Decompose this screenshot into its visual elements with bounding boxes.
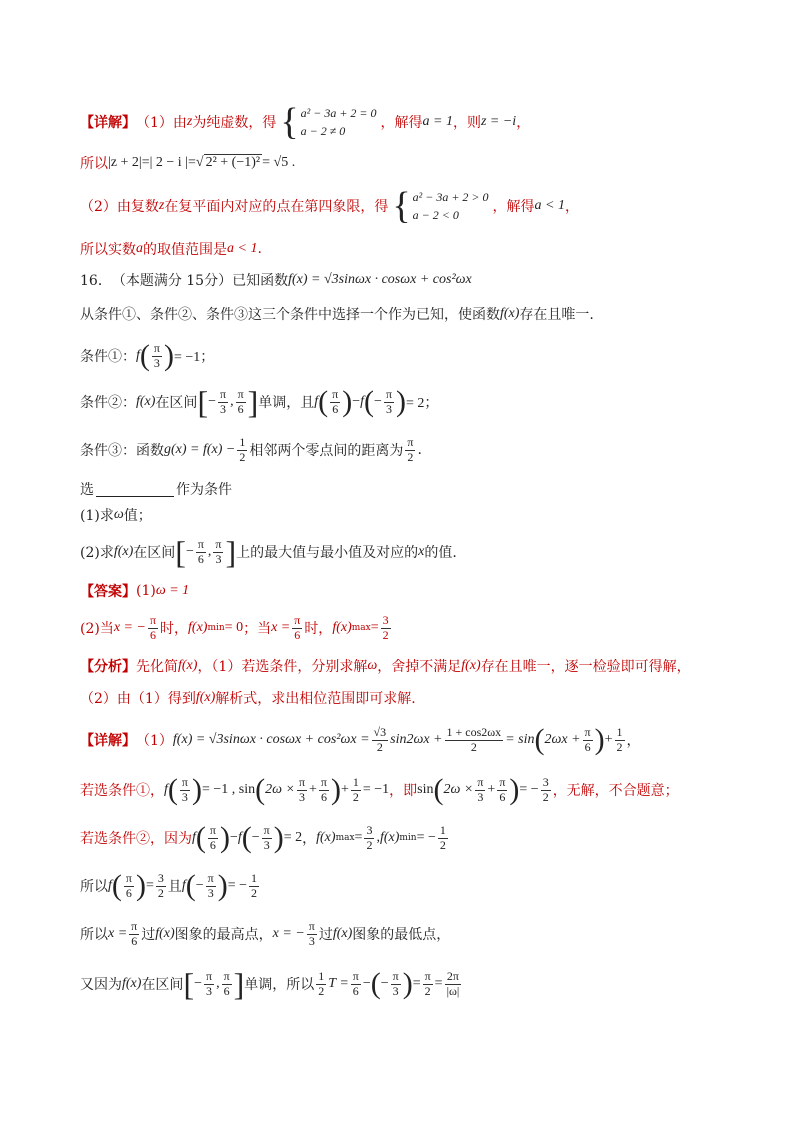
sqrt-inner: 2² + (−1)² — [205, 155, 261, 170]
detail-text: （1）由 — [136, 115, 187, 131]
choose-text: 选 — [80, 482, 94, 498]
detail-text: ，解得 — [380, 115, 423, 131]
question-16 — [80, 268, 754, 292]
detail-text: 的取值范围是 — [143, 242, 227, 258]
expression: |z + 2|=| 2 − i |= — [108, 155, 196, 170]
detail-text: ，解得 — [492, 199, 535, 215]
detail-line-3 — [80, 186, 754, 226]
intro-text: 从条件①、条件②、条件③这三个条件中选择一个作为已知，使函数 — [80, 307, 500, 323]
if-condition-1: 若选条件①， f ( $\frac{\pi}{3}$ ) = −1 , sin ( 2ω × $\frac{\pi}{3}$ + $\frac{\pi}{6}$ ) + $\frac{1}{2}$ = −1 ，即 sin ( 2ω × $\frac{\pi}{3}$ + $\frac{\pi}{6}$ ) = − $\frac{3}{2}$ ，无解，不合题意； — [80, 773, 679, 806]
detail-text: 为纯虚数，得 — [192, 115, 277, 131]
function-def: f(x) = √3sinωx · cosωx + cos²ωx — [288, 272, 472, 287]
detail-line-2 — [80, 152, 754, 174]
so-line-1: 所以 f ( $\frac{\pi}{6}$ ) = $\frac{3}{2}$ 且 f ( − $\frac{\pi}{3}$ ) = − $\frac{1}{2}$ — [80, 869, 258, 902]
condition-label: 条件②： — [80, 395, 136, 411]
condition-intro — [80, 302, 754, 326]
expression: = √5 . — [262, 155, 296, 170]
f: f — [136, 348, 140, 363]
answer-1: 【答案】 (1) ω = 1 — [80, 583, 190, 600]
detail-part-1: 【详解】 （1） f(x) = √3sinωx · cosωx + cos²ωx = $\frac{√3}{2}$ sin2ωx + $\frac{1 + \cos 2\omega x}{2}$ = sin ( 2ωx + $\frac{\pi}{6}$ ) + $\frac{1}{2}$ ， — [80, 723, 641, 756]
analysis-tag: 【分析】 — [80, 659, 136, 675]
choose-line — [80, 478, 754, 500]
var-z: z — [158, 198, 165, 213]
detail-text: （2）由复数 — [80, 199, 159, 215]
result: a = 1 — [422, 114, 453, 129]
condition-text: 相邻两个零点间的距离为 — [249, 443, 404, 459]
condition-text: 函数 — [136, 443, 164, 459]
detail-text: ，则 — [452, 115, 481, 131]
condition-text: 在区间 — [155, 395, 198, 411]
detail-text: 在复平面内对应的点在第四象限，得 — [164, 199, 389, 215]
condition-1: 条件①： f ( $\frac{\pi}{3}$ ) = −1； — [80, 339, 215, 372]
detail-text: 所以 — [80, 156, 108, 172]
intro-text: 存在且唯一. — [519, 307, 594, 323]
sys-row: a − 2 < 0 — [412, 208, 459, 222]
choose-text: 作为条件 — [176, 482, 232, 498]
result: z = −i — [480, 114, 517, 129]
sys-row: a − 2 ≠ 0 — [300, 124, 346, 138]
expression: = −1； — [173, 350, 215, 365]
if-condition-2: 若选条件②，因为 f ( $\frac{\pi}{6}$ ) − f ( − $\frac{\pi}{3}$ ) = 2 ， f(x) max = $\frac{3}{2}$ , f(x) min = − $\frac{1}{2}$ — [80, 821, 446, 854]
fraction: $\frac{\pi}{3}$ — [153, 341, 160, 370]
analysis-1: 【分析】 先化简 f(x) ，（1）若选条件，分别求解 ω ，舍掉不满足 f(x) 存在且唯一，逐一检验即可得解， — [80, 658, 691, 675]
sys-row: a² − 3a + 2 = 0 — [300, 106, 377, 120]
condition-label: 条件①： — [80, 349, 136, 365]
result: a < 1 — [227, 241, 258, 256]
var-z: z — [186, 114, 193, 129]
condition-text: 单调，且 — [258, 395, 315, 411]
detail-text: 所以实数 — [80, 242, 136, 258]
equation-system: { a² − 3a + 2 > 0 a − 2 < 0 — [392, 185, 489, 227]
expression: = 2； — [406, 396, 439, 411]
answer-tag: 【答案】 — [80, 584, 136, 600]
so-line-2: 所以 x = $\frac{\pi}{6}$ 过 f(x) 图象的最高点， x = − $\frac{\pi}{3}$ 过 f(x) 图象的最低点， — [80, 919, 451, 948]
detail-tag: 【详解】 — [80, 115, 136, 131]
detail-line-1 — [80, 102, 754, 142]
detail-line-4 — [80, 238, 754, 260]
condition-2: 条件②： f(x) 在区间 [ − $\frac{\pi}{3}$ , $\frac{\pi}{6}$ ] 单调，且 f ( $\frac{\pi}{6}$ ) − f ( − $\frac{\pi}{3}$ ) = 2； — [80, 384, 439, 420]
condition-3: 条件③： 函数 g(x) = f(x) − $\frac{1}{2}$ 相邻两个零点间的距离为 $\frac{\pi}{2}$ . — [80, 435, 422, 464]
sub-question-1: (1)求 ω 值； — [80, 507, 152, 524]
analysis-2: （2）由（1）得到 f(x) 解析式，求出相位范围即可求解. — [80, 690, 416, 707]
equation-system: { a² − 3a + 2 = 0 a − 2 ≠ 0 — [280, 101, 377, 143]
sub-question-2: (2)求 f(x) 在区间 [ − $\frac{\pi}{6}$ , $\frac{\pi}{3}$ ] 上的最大值与最小值及对应的 x 的值. — [80, 534, 457, 570]
fx: f(x) — [500, 306, 520, 321]
condition-label: 条件③： — [80, 443, 136, 459]
detail-text: ， — [516, 115, 531, 131]
question-text: （本题满分 15分）已知函数 — [111, 273, 289, 289]
detail-text: . — [257, 241, 262, 257]
fx: f(x) — [136, 394, 156, 409]
question-number: 16． — [80, 273, 112, 289]
expression: g(x) = f(x) − — [164, 442, 236, 457]
answer-2: (2)当 x = − $\frac{\pi}{6}$ 时， f(x) min = 0 ；当 x = $\frac{\pi}{6}$ 时， f(x) max = $\frac{3}{2}$ — [80, 613, 389, 642]
var-a: a — [136, 241, 143, 256]
detail-text: ， — [564, 199, 579, 215]
result: a < 1 — [534, 198, 565, 213]
sys-row: a² − 3a + 2 > 0 — [412, 190, 489, 204]
so-line-3: 又因为 f(x) 在区间 [ − $\frac{\pi}{3}$ , $\frac{\pi}{6}$ ] 单调，所以 $\frac{1}{2}$ T = $\frac{\pi}{6}$ − ( − $\frac{\pi}{3}$ ) = $\frac{\pi}{2}$ = $\frac{2\pi}{|\omega|}$ — [80, 966, 460, 1002]
sqrt-expression: √ 2² + (−1)² — [195, 155, 261, 170]
answer-blank[interactable] — [96, 482, 174, 497]
